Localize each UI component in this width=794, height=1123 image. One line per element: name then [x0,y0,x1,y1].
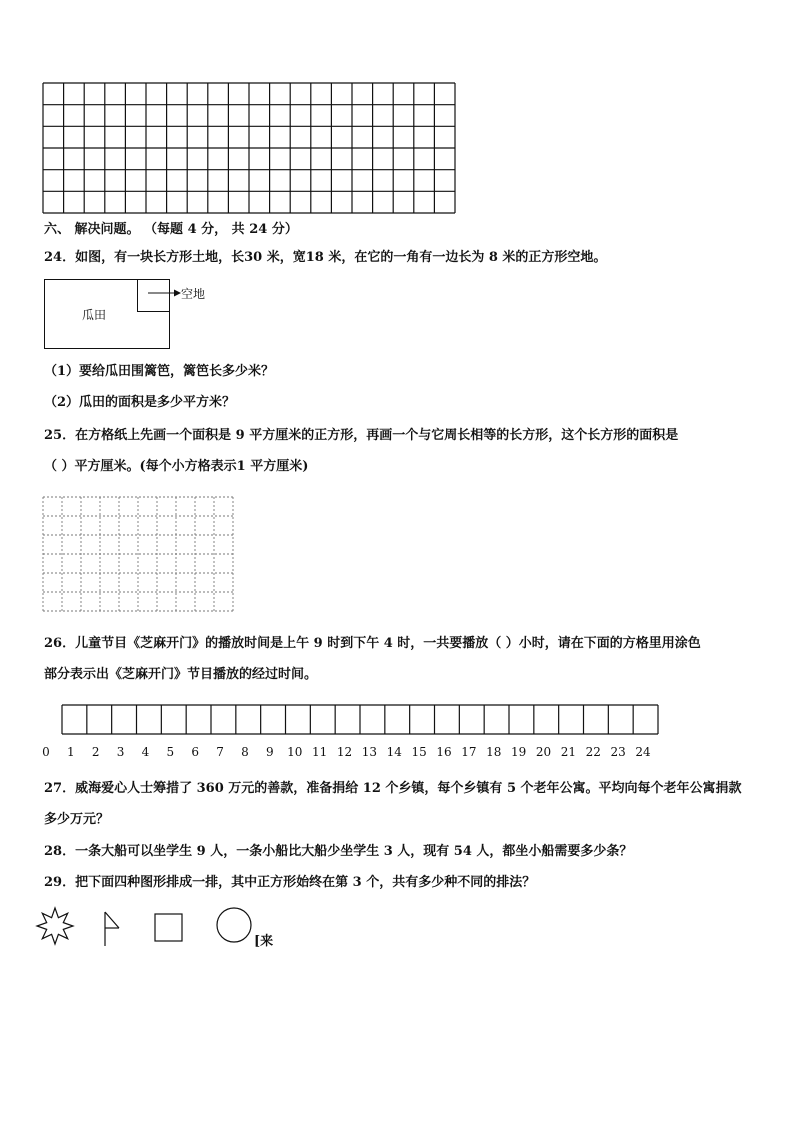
flag-icon [100,910,126,948]
hour-label: 17 [461,745,477,759]
melon-field-label: 瓜田 [82,308,107,322]
hour-cell[interactable] [560,706,583,733]
question-24-part-2: （2）瓜田的面积是多少平方米？ [44,395,236,410]
question-26-line-1: 26．儿童节目《芝麻开门》的播放时间是上午 9 时到下午 4 时，一共要播放（ ）小时，请在下面的方格里用涂色 [44,636,701,651]
hour-label: 3 [116,745,125,759]
question-24: 24．如图，有一块长方形土地，长30 米，宽18 米，在它的一角有一边长为 8 米的正方形空地。 [44,250,607,265]
question-28: 28．一条大船可以坐学生 9 人，一条小船比大船少坐学生 3 人，现有 54 人，都坐小船需要多少条？ [44,844,633,859]
hour-cell[interactable] [113,706,136,733]
hour-cell[interactable] [436,706,459,733]
hour-cell[interactable] [634,706,657,733]
hour-label: 6 [191,745,200,759]
hour-label: 16 [436,745,452,759]
hour-cell[interactable] [162,706,185,733]
hour-label: 4 [141,745,150,759]
question-26-line-2: 部分表示出《芝麻开门》节目播放的经过时间。 [44,667,318,682]
hour-cell[interactable] [237,706,260,733]
circle-icon [215,906,253,944]
hour-label: 1 [67,745,75,759]
hour-cell[interactable] [535,706,558,733]
question-24-part-1: （1）要给瓜田围篱笆，篱笆长多少米？ [44,364,275,379]
hour-label: 15 [411,745,427,759]
hour-label: 13 [361,745,378,759]
hour-label: 7 [216,745,224,759]
hour-label: 5 [166,745,175,759]
hour-label: 9 [266,745,274,759]
hour-label: 0 [42,745,50,759]
hour-cell[interactable] [63,706,86,733]
question-25-line-2: （ ）平方厘米。(每个小方格表示1 平方厘米) [44,459,309,474]
hour-label: 23 [610,745,626,759]
section-heading: 六、 解决问题。 （每题 4 分， 共 24 分） [44,222,298,237]
hour-cell[interactable] [485,706,508,733]
hour-label: 2 [91,745,100,759]
hour-cell[interactable] [311,706,334,733]
hour-label: 24 [635,745,651,759]
hour-label: 21 [560,745,577,759]
question-27-line-1: 27．威海爱心人士筹措了 360 万元的善款，准备捐给 12 个乡镇，每个乡镇有 5 个老年公寓。平均向每个老年公寓捐款 [44,781,742,796]
hour-cell[interactable] [187,706,210,733]
hour-cell[interactable] [361,706,384,733]
hour-label: 22 [585,745,601,759]
hour-label: 12 [336,745,353,759]
question-25-line-1: 25．在方格纸上先画一个面积是 9 平方厘米的正方形，再画一个与它周长相等的长方形，这个长方形的面积是 [44,428,679,443]
hour-cell[interactable] [609,706,632,733]
question-29: 29．把下面四种图形排成一排，其中正方形始终在第 3 个，共有多少种不同的排法？ [44,875,536,890]
square-icon [154,913,184,943]
hour-label: 20 [535,745,552,759]
bracket-artifact: [来 [254,934,274,949]
question-27-line-2: 多少万元？ [44,812,110,827]
hour-label: 10 [287,745,303,759]
hour-label: 11 [311,745,328,759]
hour-label: 14 [386,745,402,759]
hour-label: 18 [486,745,502,759]
hour-cell[interactable] [262,706,285,733]
hour-cell[interactable] [336,706,359,733]
hour-cell[interactable] [138,706,161,733]
hour-cell[interactable] [212,706,235,733]
hour-cell[interactable] [287,706,310,733]
hour-cell[interactable] [386,706,409,733]
hour-cell[interactable] [510,706,533,733]
empty-land-label: 空地 [181,287,206,301]
hour-cell[interactable] [585,706,608,733]
hour-label: 8 [241,745,249,759]
star-icon [36,906,74,946]
hour-cell[interactable] [88,706,111,733]
hour-cell[interactable] [460,706,483,733]
hour-cell[interactable] [411,706,434,733]
hour-label: 19 [510,745,527,759]
